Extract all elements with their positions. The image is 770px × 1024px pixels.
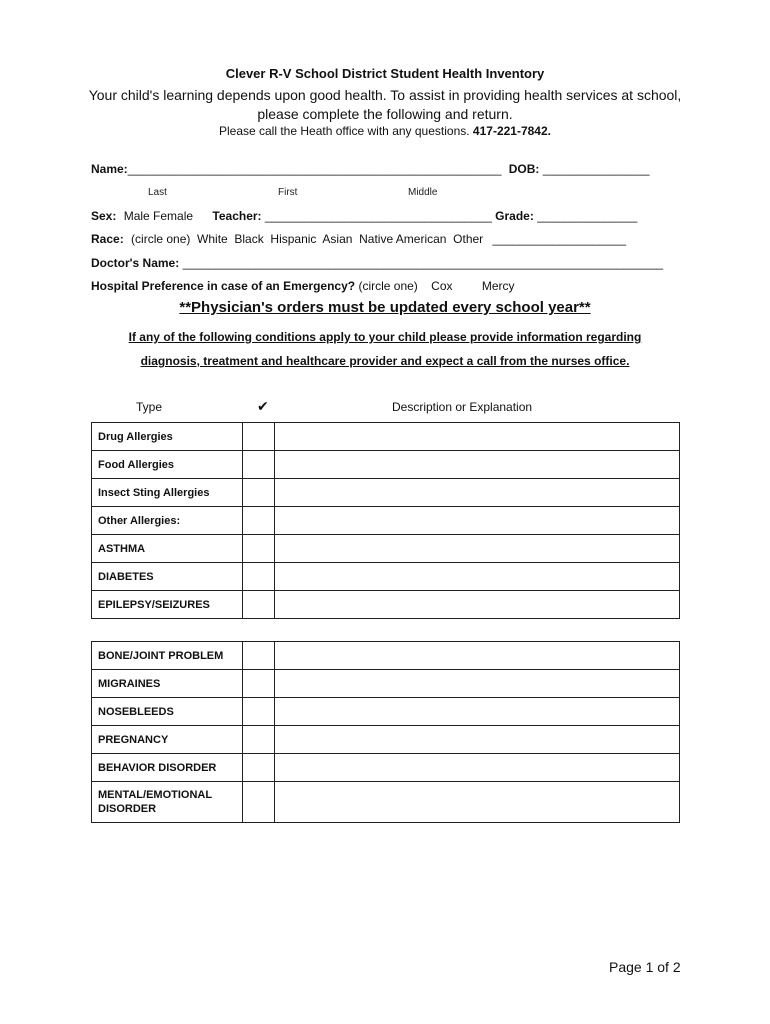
teacher-label: Teacher: — [212, 209, 262, 223]
condition-label: BEHAVIOR DISORDER — [92, 754, 243, 782]
conditions-line-2: diagnosis, treatment and healthcare provider and expect a call from the nurses office. — [140, 354, 630, 368]
table-row — [92, 782, 680, 823]
condition-label: Other Allergies: — [92, 507, 243, 535]
grade-label: Grade: — [495, 209, 534, 223]
condition-label: BONE/JOINT PROBLEM — [92, 642, 243, 670]
middle-caption: Middle — [408, 187, 438, 198]
table-row — [92, 591, 680, 619]
condition-checkbox[interactable] — [243, 451, 275, 479]
condition-checkbox[interactable] — [243, 479, 275, 507]
hospital-row — [91, 279, 515, 293]
condition-description[interactable] — [275, 642, 680, 670]
table-row — [92, 698, 680, 726]
contact-phone: 417-221-7842. — [472, 124, 551, 138]
header-type: Type — [136, 400, 163, 414]
condition-description[interactable] — [275, 782, 680, 823]
last-caption: Last — [148, 187, 167, 198]
name-label: Name: — [91, 162, 128, 176]
condition-description[interactable] — [275, 563, 680, 591]
hospital-option-mercy[interactable]: Mercy — [481, 279, 515, 293]
form-title: Clever R-V School District Student Health Inventory — [225, 66, 545, 81]
doctor-label: Doctor's Name: — [91, 256, 180, 270]
condition-description[interactable] — [275, 423, 680, 451]
condition-checkbox[interactable] — [243, 423, 275, 451]
sex-teacher-row — [91, 209, 637, 223]
dob-field[interactable]: ________________ — [542, 162, 650, 176]
teacher-field[interactable]: __________________________________ — [264, 209, 492, 223]
conditions-table-2 — [91, 641, 680, 823]
first-caption: First — [278, 187, 298, 198]
intro-line-2: please complete the following and return. — [257, 106, 513, 122]
race-other-field[interactable]: ____________________ — [492, 232, 626, 246]
condition-checkbox[interactable] — [243, 782, 275, 823]
table-row — [92, 754, 680, 782]
header-description: Description or Explanation — [392, 400, 533, 414]
physician-notice: **Physician's orders must be updated every school year** — [179, 299, 591, 316]
condition-label: Insect Sting Allergies — [92, 479, 243, 507]
condition-label: PREGNANCY — [92, 726, 243, 754]
table-row — [92, 535, 680, 563]
hospital-circle-note: (circle one) — [358, 279, 418, 293]
condition-label: MENTAL/EMOTIONAL DISORDER — [92, 782, 243, 823]
table-row — [92, 479, 680, 507]
race-options[interactable]: (circle one) White Black Hispanic Asian Native American Other — [131, 232, 484, 246]
sex-label: Sex: — [91, 209, 117, 223]
grade-field[interactable]: _______________ — [537, 209, 638, 223]
contact-line — [0, 124, 770, 138]
table-row — [92, 451, 680, 479]
condition-checkbox[interactable] — [243, 754, 275, 782]
page-number: Page 1 of 2 — [609, 959, 681, 975]
condition-label: Drug Allergies — [92, 423, 243, 451]
conditions-table-1 — [91, 422, 680, 619]
hospital-option-cox[interactable]: Cox — [431, 279, 453, 293]
table-row — [92, 642, 680, 670]
condition-description[interactable] — [275, 726, 680, 754]
hospital-label: Hospital Preference in case of an Emergency? — [91, 279, 356, 293]
contact-text: Please call the Heath office with any questions. — [218, 124, 470, 138]
condition-description[interactable] — [275, 591, 680, 619]
race-label: Race: — [91, 232, 124, 246]
condition-label: ASTHMA — [92, 535, 243, 563]
condition-label: NOSEBLEEDS — [92, 698, 243, 726]
doctor-row — [91, 256, 663, 270]
intro-text — [0, 86, 770, 124]
condition-description[interactable] — [275, 754, 680, 782]
condition-checkbox[interactable] — [243, 670, 275, 698]
condition-checkbox[interactable] — [243, 726, 275, 754]
condition-label: EPILEPSY/SEIZURES — [92, 591, 243, 619]
condition-checkbox[interactable] — [243, 535, 275, 563]
dob-label: DOB: — [508, 162, 540, 176]
condition-description[interactable] — [275, 507, 680, 535]
intro-line-1: Your child's learning depends upon good health. To assist in providing health services at school, — [88, 87, 682, 103]
condition-description[interactable] — [275, 698, 680, 726]
condition-checkbox[interactable] — [243, 563, 275, 591]
condition-description[interactable] — [275, 670, 680, 698]
condition-label: Food Allergies — [92, 451, 243, 479]
sex-options[interactable]: Male Female — [123, 209, 194, 223]
name-field[interactable]: ________________________________________________________ — [127, 162, 502, 176]
condition-checkbox[interactable] — [243, 698, 275, 726]
conditions-line-1: If any of the following conditions apply to your child please provide information regarding — [128, 330, 642, 344]
header-check-icon: ✔ — [257, 398, 269, 414]
condition-label: DIABETES — [92, 563, 243, 591]
condition-label: MIGRAINES — [92, 670, 243, 698]
table-row — [92, 423, 680, 451]
table-row — [92, 670, 680, 698]
condition-checkbox[interactable] — [243, 591, 275, 619]
condition-description[interactable] — [275, 451, 680, 479]
table-row — [92, 507, 680, 535]
table-row — [92, 563, 680, 591]
condition-checkbox[interactable] — [243, 507, 275, 535]
name-row — [91, 162, 650, 176]
table-row — [92, 726, 680, 754]
doctor-field[interactable]: ________________________________________________________________________ — [182, 256, 664, 270]
condition-description[interactable] — [275, 535, 680, 563]
condition-description[interactable] — [275, 479, 680, 507]
race-row — [91, 232, 626, 246]
condition-checkbox[interactable] — [243, 642, 275, 670]
